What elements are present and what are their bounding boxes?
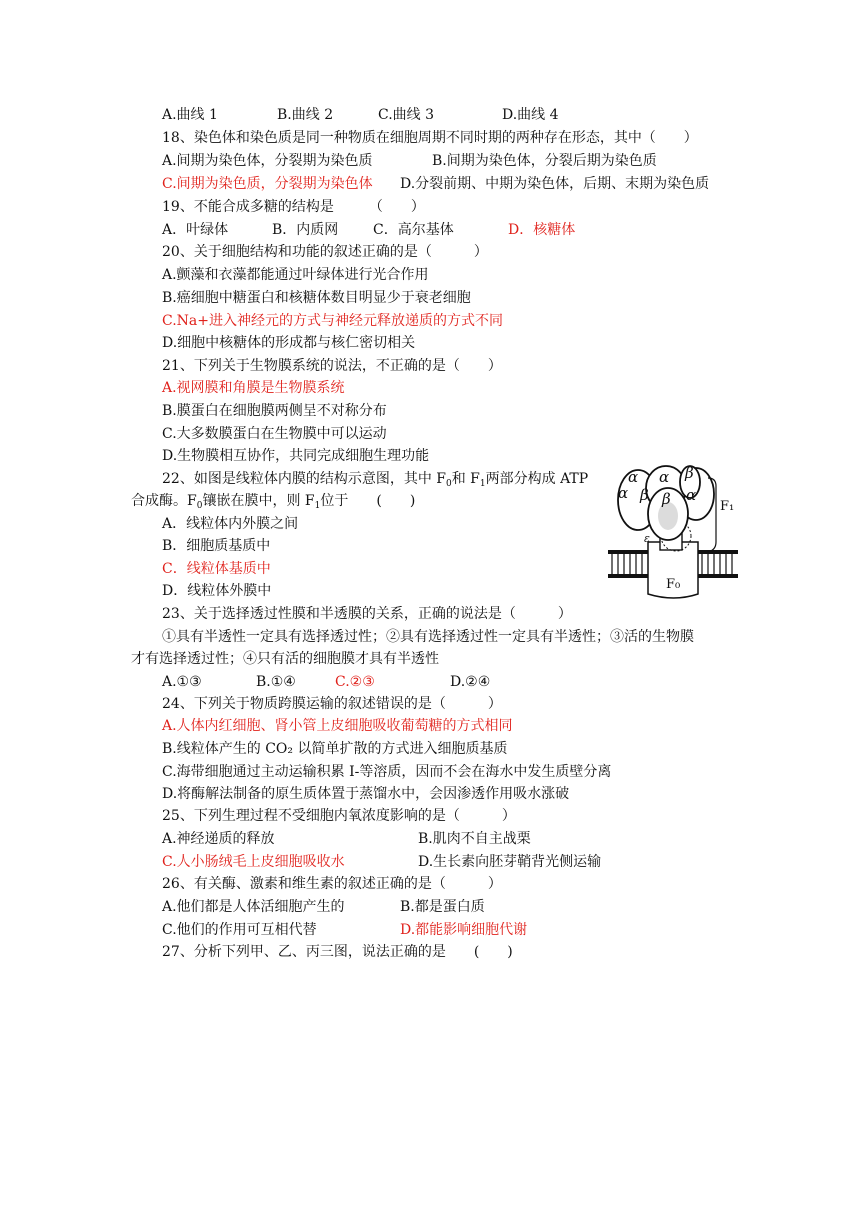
q17-option-a: A.曲线 1 (162, 107, 218, 123)
q22-option-a: A．线粒体内外膜之间 (162, 516, 299, 532)
q25-option-a: A.神经递质的释放 (162, 831, 275, 847)
alpha-label-4: α (686, 486, 697, 504)
q21-option-c: C.大多数膜蛋白在生物膜中可以运动 (162, 426, 387, 442)
f0-label: F₀ (666, 577, 681, 592)
q22-option-c-answer: C．线粒体基质中 (162, 561, 271, 577)
q26-option-d-answer: D.都能影响细胞代谢 (400, 922, 528, 938)
alpha-label-3: α (618, 484, 629, 502)
q21-stem: 21、下列关于生物膜系统的说法，不正确的是（ ） (162, 358, 502, 374)
q22-stem: 22、如图是线粒体内膜的结构示意图，其中 $F_0$和 $F_1$两部分构成 ATP (162, 471, 589, 489)
q26-option-a: A.他们都是人体活细胞产生的 (162, 899, 345, 915)
q20-option-a: A.颤藻和衣藻都能通过叶绿体进行光合作用 (162, 267, 429, 283)
q23-option-a: A.①③ (162, 674, 202, 690)
q18-option-d: D.分裂前期、中期为染色体，后期、末期为染色质 (400, 176, 710, 192)
q20-option-b: B.癌细胞中糖蛋白和核糖体数目明显少于衰老细胞 (162, 290, 471, 306)
epsilon-label: ε (644, 532, 650, 545)
q23-statement-1: ①具有半透性一定具有选择透过性；②具有选择透过性一定具有半透性；③活的生物膜 (162, 629, 694, 645)
beta-label-1: β (685, 464, 694, 482)
q25-stem: 25、下列生理过程不受细胞内氧浓度影响的是（ ） (162, 808, 516, 824)
q20-option-c-answer: C.Na+进入神经元的方式与神经元释放递质的方式不同 (162, 313, 503, 329)
q27-stem: 27、分析下列甲、乙、丙三图，说法正确的是 ( ) (162, 944, 513, 960)
q19-stem: 19、不能合成多糖的结构是 （ ） (162, 199, 425, 215)
q23-stem: 23、关于选择透过性膜和半透膜的关系，正确的说法是（ ） (162, 606, 572, 622)
q24-option-d: D.将酶解法制备的原生质体置于蒸馏水中，会因渗透作用吸水涨破 (162, 786, 570, 802)
q19-option-c: C．高尔基体 (373, 222, 454, 238)
beta-label-3: β (662, 490, 671, 508)
f1-label: F₁ (720, 499, 735, 514)
q24-option-b: B.线粒体产生的 CO₂ 以简单扩散的方式进入细胞质基质 (162, 741, 508, 757)
q21-option-a-answer: A.视网膜和角膜是生物膜系统 (162, 380, 345, 396)
q26-option-c: C.他们的作用可互相代替 (162, 922, 317, 938)
q17-option-c: C.曲线 3 (378, 107, 435, 123)
q19-option-d-answer: D．核糖体 (508, 222, 576, 238)
q26-stem: 26、有关酶、激素和维生素的叙述正确的是（ ） (162, 876, 502, 892)
q23-statement-2: 才有选择透过性；④只有活的细胞膜才具有半透性 (131, 651, 439, 667)
q21-option-d: D.生物膜相互协作，共同完成细胞生理功能 (162, 448, 430, 464)
q20-stem: 20、关于细胞结构和功能的叙述正确的是（ ） (162, 244, 488, 260)
q24-option-c: C.海带细胞通过主动运输积累 I-等溶质，因而不会在海水中发生质壁分离 (162, 764, 612, 780)
alpha-label-2: α (659, 468, 670, 486)
q24-stem: 24、下列关于物质跨膜运输的叙述错误的是（ ） (162, 696, 502, 712)
q24-option-a-answer: A.人体内红细胞、肾小管上皮细胞吸收葡萄糖的方式相同 (162, 718, 513, 734)
q20-option-d: D.细胞中核糖体的形成都与核仁密切相关 (162, 335, 416, 351)
q17-option-b: B.曲线 2 (277, 107, 334, 123)
q18-option-c-answer: C.间期为染色质，分裂期为染色体 (162, 176, 373, 192)
q26-option-b: B.都是蛋白质 (400, 899, 485, 915)
q23-option-b: B.①④ (256, 674, 296, 690)
beta-label-2: β (640, 486, 649, 504)
q22-option-d: D．线粒体外膜中 (162, 583, 272, 599)
q25-option-c-answer: C.人小肠绒毛上皮细胞吸收水 (162, 854, 345, 870)
q22-option-b: B．细胞质基质中 (162, 538, 271, 554)
alpha-label-1: α (628, 468, 639, 486)
q18-option-a: A.间期为染色体，分裂期为染色质 (162, 153, 373, 169)
q21-option-b: B.膜蛋白在细胞膜两侧呈不对称分布 (162, 403, 387, 419)
q23-option-d: D.②④ (450, 674, 491, 690)
q23-option-c-answer: C.②③ (335, 674, 375, 690)
q22-stem-continued: 合成酶。$F_0$镶嵌在膜中，则 $F_1$位于 ( ) (131, 493, 416, 511)
q19-option-b: B．内质网 (272, 222, 339, 238)
q17-option-d: D.曲线 4 (502, 107, 559, 123)
q25-option-b: B.肌肉不自主战栗 (418, 831, 531, 847)
q25-option-d: D.生长素向胚芽鞘背光侧运输 (418, 854, 602, 870)
atp-synthase-diagram (604, 464, 742, 606)
q18-option-b: B.间期为染色体，分裂后期为染色质 (432, 153, 657, 169)
q19-option-a: A．叶绿体 (162, 222, 229, 238)
q18-stem: 18、染色体和染色质是同一种物质在细胞周期不同时期的两种存在形态，其中（ ） (162, 130, 698, 146)
